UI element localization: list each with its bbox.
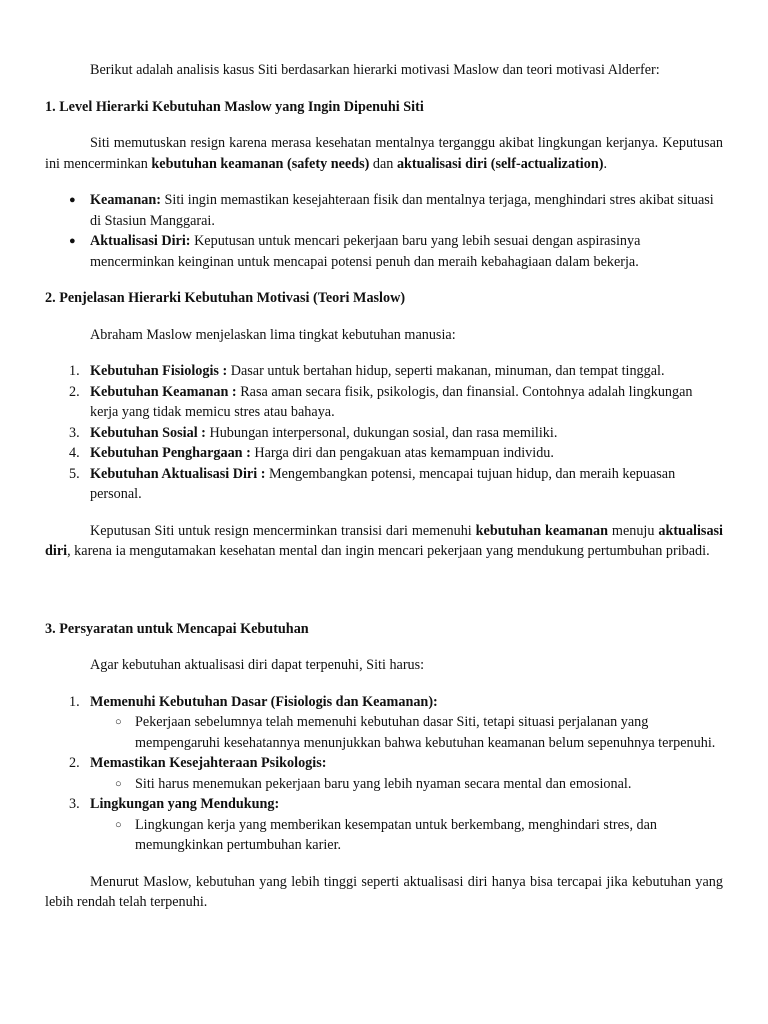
sub-list — [90, 815, 723, 856]
list-item — [45, 794, 723, 856]
item-text: Mengembangkan potensi, mencapai tujuan hidup, dan meraih kepuasan personal. — [90, 465, 676, 502]
list-item — [45, 231, 723, 272]
list-item — [45, 423, 723, 444]
list-item — [45, 382, 723, 423]
item-text: Harga diri dan pengakuan atas kemampuan individu. — [250, 445, 554, 461]
blank-space — [45, 578, 723, 619]
list-number: 5. — [69, 465, 80, 482]
section1-bullet-list — [45, 190, 723, 272]
section2-numbered-list — [45, 361, 723, 505]
sub-item-text: Pekerjaan sebelumnya telah memenuhi kebutuhan dasar Siti, tetapi situasi perjalanan yang mempengaruhi kesehatannya menunjukkan bahwa kebutuhan keamanan belum sepenuhnya terpenuhi. — [135, 714, 716, 751]
bullet-text: Siti ingin memastikan kesejahteraan fisik dan mentalnya terjaga, menghindari stres akibat situasi di Stasiun Manggarai. — [90, 192, 714, 229]
list-item — [45, 443, 723, 464]
circle-bullet-icon: ○ — [115, 818, 122, 831]
item-label: Kebutuhan Aktualisasi Diri : — [90, 465, 266, 482]
sub-item-text: Lingkungan kerja yang memberikan kesempatan untuk berkembang, menghindari stres, dan memungkinkan pertumbuhan karier. — [135, 816, 658, 853]
bullet-label: Keamanan: — [90, 192, 161, 208]
item-label: Memastikan Kesejahteraan Psikologis: — [90, 755, 327, 771]
list-item — [45, 190, 723, 231]
sub-list-item — [45, 774, 723, 795]
list-number: 4. — [69, 445, 80, 461]
bullet-label: Aktualisasi Diri: — [90, 233, 191, 249]
item-text: Dasar untuk bertahan hidup, seperti makanan, minuman, dan tempat tinggal. — [227, 363, 665, 379]
sub-list — [90, 712, 723, 753]
item-label: Kebutuhan Fisiologis : — [90, 363, 228, 379]
list-number: 2. — [69, 383, 80, 400]
section1-text-c: dan — [369, 155, 397, 172]
sub-item-text: Siti harus menemukan pekerjaan baru yang lebih nyaman secara mental dan emosional. — [135, 775, 632, 792]
list-number: 3. — [69, 796, 80, 812]
sub-list-item — [45, 712, 723, 753]
sub-list-item — [45, 815, 723, 856]
bullet-text: Keputusan untuk mencari pekerjaan baru yang lebih sesuai dengan aspirasinya mencerminkan keinginan untuk mencapai potensi penuh dan meraih kebahagiaan dalam bekerja. — [90, 233, 641, 270]
section2-closing-c: menuju — [608, 522, 659, 539]
bullet-icon: ● — [69, 235, 76, 247]
bullet-icon: ● — [69, 194, 76, 206]
list-number: 2. — [69, 755, 80, 771]
section3-numbered-list — [45, 692, 723, 856]
list-number: 1. — [69, 363, 80, 379]
item-text: Rasa aman secara fisik, psikologis, dan finansial. Contohnya adalah lingkungan kerja yang tidak memicu stres atau bahaya. — [90, 383, 693, 420]
section3-closing-paragraph: Menurut Maslow, kebutuhan yang lebih tinggi seperti aktualisasi diri hanya bisa tercapai jika kebutuhan yang lebih rendah telah terpenuhi. — [45, 873, 723, 910]
list-number: 3. — [69, 424, 80, 441]
item-label: Lingkungan yang Mendukung: — [90, 796, 280, 812]
section3-heading: 3. Persyaratan untuk Mencapai Kebutuhan — [45, 620, 309, 637]
section1-text-d: . — [603, 155, 607, 172]
section1-text-a: Siti memutuskan resign karena merasa kesehatan mentalnya terganggu akibat lingkungan kerjanya. Keputusan ini mencerminkan — [45, 135, 723, 172]
section2-bold-safety: kebutuhan keamanan — [475, 522, 609, 539]
section2-bold-self-actualization: aktualisasi diri — [45, 522, 723, 559]
list-item — [45, 361, 723, 382]
item-label: Kebutuhan Keamanan : — [90, 383, 237, 400]
item-label: Kebutuhan Sosial : — [90, 424, 206, 441]
list-item — [45, 464, 723, 505]
section1-heading: 1. Level Hierarki Kebutuhan Maslow yang Ingin Dipenuhi Siti — [45, 98, 424, 115]
circle-bullet-icon: ○ — [115, 777, 122, 790]
section3-lead: Agar kebutuhan aktualisasi diri dapat terpenuhi, Siti harus: — [90, 657, 425, 673]
section1-paragraph — [45, 133, 723, 174]
section2-closing-d: , karena ia mengutamakan kesehatan mental dan ingin mencari pekerjaan yang mendukung pertumbuhan pribadi. — [67, 543, 710, 559]
intro-paragraph: Berikut adalah analisis kasus Siti berdasarkan hierarki motivasi Maslow dan teori motivasi Alderfer: — [90, 62, 660, 78]
section1-bold-safety: kebutuhan keamanan (safety needs) — [151, 155, 370, 172]
item-label: Memenuhi Kebutuhan Dasar (Fisiologis dan Keamanan): — [90, 693, 438, 710]
list-item — [45, 692, 723, 754]
circle-bullet-icon: ○ — [115, 716, 122, 728]
list-number: 1. — [69, 693, 80, 710]
item-text: Hubungan interpersonal, dukungan sosial, dan rasa memiliki. — [205, 424, 558, 441]
section2-lead: Abraham Maslow menjelaskan lima tingkat kebutuhan manusia: — [90, 326, 456, 343]
item-label: Kebutuhan Penghargaan : — [90, 445, 251, 461]
sub-list — [90, 774, 723, 795]
section2-closing-a: Keputusan Siti untuk resign mencerminkan transisi dari memenuhi — [90, 522, 476, 539]
section2-heading: 2. Penjelasan Hierarki Kebutuhan Motivasi (Teori Maslow) — [45, 290, 406, 306]
section2-closing-paragraph — [45, 521, 723, 562]
section1-bold-self-actualization: aktualisasi diri (self-actualization) — [396, 155, 604, 172]
list-item — [45, 753, 723, 794]
